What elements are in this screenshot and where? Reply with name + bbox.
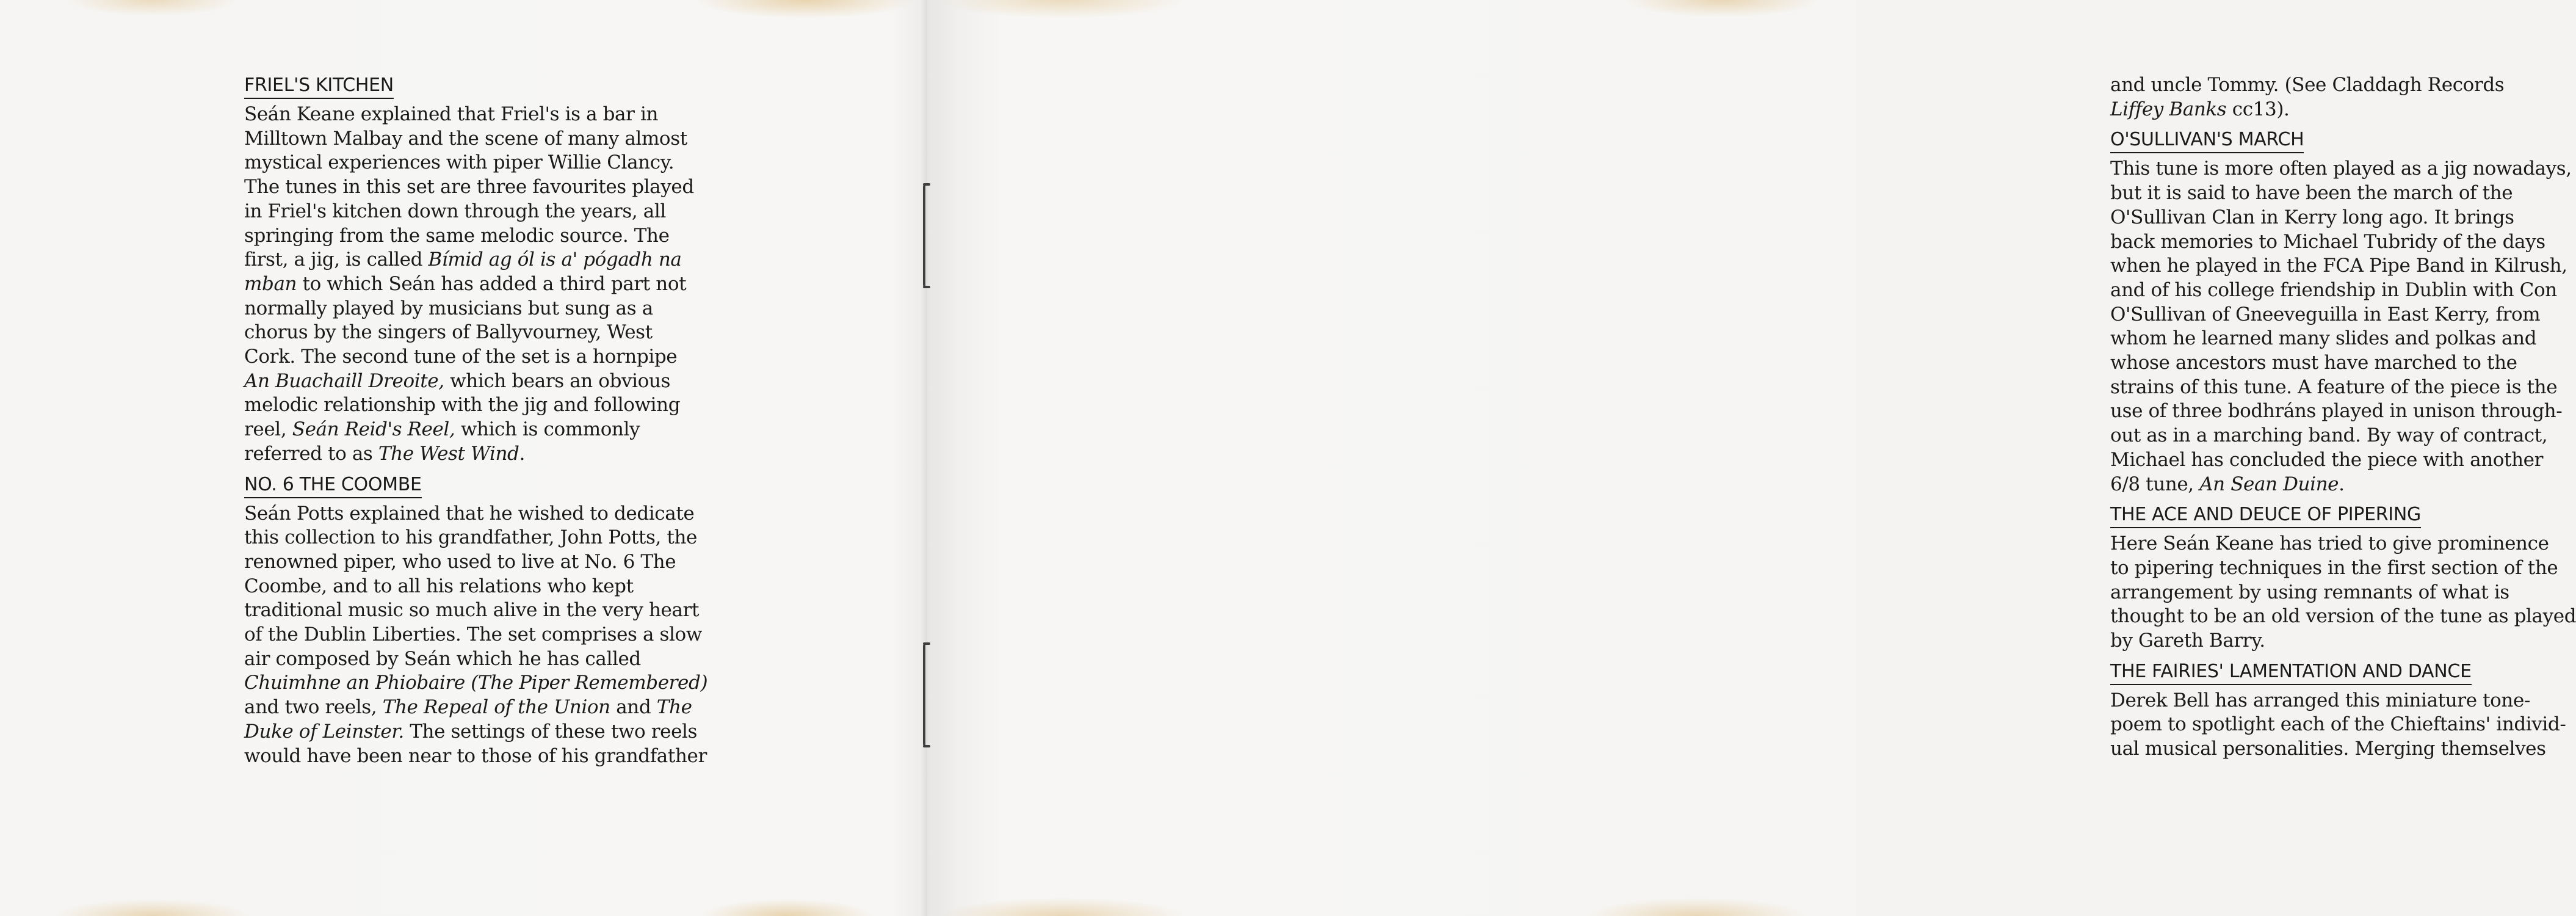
text-segment: Coombe, and to all his relations who kept [244, 575, 634, 597]
text-segment: and of his college friendship in Dublin with Con [2110, 278, 2557, 301]
italic-title: An Buachaill Dreoite, [244, 369, 444, 392]
text-line [244, 418, 708, 442]
text-segment: of the Dublin Liberties. The set comprises a slow [244, 623, 702, 646]
section-continued [2110, 73, 2574, 122]
text-segment: strains of this tune. A feature of the piece is the [2110, 376, 2558, 398]
text-segment: melodic relationship with the jig and following [244, 394, 681, 416]
text-segment: which bears an obvious [444, 369, 670, 392]
text-segment: would have been near to those of his grandfather [244, 744, 707, 767]
text-line [244, 393, 708, 418]
text-segment: whose ancestors must have marched to the [2110, 352, 2517, 374]
text-line [244, 550, 708, 575]
italic-title: mban [244, 272, 297, 295]
section-heading: NO. 6 THE COOMBE [244, 473, 422, 498]
text-line [2110, 157, 2574, 181]
text-segment: in Friel's kitchen down through the years, all [244, 200, 666, 222]
text-line [244, 248, 708, 272]
text-line [244, 175, 708, 200]
text-segment: Seán Potts explained that he wished to dedicate [244, 502, 695, 525]
staple-bottom [923, 642, 932, 747]
text-line [244, 442, 708, 467]
text-segment: Seán Keane explained that Friel's is a bar in [244, 103, 659, 125]
text-line [2110, 73, 2574, 98]
text-line [244, 671, 708, 696]
text-segment: Michael has concluded the piece with another [2110, 448, 2544, 471]
text-segment: and uncle Tommy. (See Claddagh Records [2110, 74, 2505, 96]
text-segment: Here Seán Keane has tried to give prominence [2110, 533, 2549, 555]
text-line [2110, 230, 2574, 255]
italic-title: The Repeal of the Union [382, 696, 610, 719]
left-column [244, 73, 708, 774]
section-friel-s-kitchen [244, 73, 708, 467]
italic-title: Chuimhne an Phiobaire (The Piper Remembered) [244, 672, 708, 694]
text-segment: springing from the same melodic source. The [244, 224, 670, 247]
text-line [2110, 581, 2574, 605]
text-line [2110, 532, 2574, 556]
text-line [244, 103, 708, 127]
italic-title: Liffey Banks [2110, 98, 2227, 120]
text-line [2110, 399, 2574, 424]
text-segment: The settings of these two reels [403, 720, 698, 743]
italic-title: Seán Reid's Reel, [292, 418, 455, 441]
text-line [2110, 473, 2574, 497]
text-line [2110, 351, 2574, 376]
section-the-ace-and-deuce-of-pipering [2110, 503, 2574, 653]
text-line [244, 526, 708, 550]
text-segment: chorus by the singers of Ballyvourney, West [244, 321, 653, 344]
text-segment: traditional music so much alive in the very heart [244, 599, 700, 622]
text-segment: Milltown Malbay and the scene of many almost [244, 127, 687, 150]
text-segment: . [2339, 473, 2345, 495]
section-heading: O'SULLIVAN'S MARCH [2110, 128, 2304, 153]
text-line [244, 575, 708, 599]
text-segment: Derek Bell has arranged this miniature tone- [2110, 689, 2530, 711]
text-segment: to which Seán has added a third part not [297, 272, 687, 295]
text-segment: out as in a marching band. By way of contract, [2110, 424, 2548, 447]
text-segment: and two reels, [244, 696, 383, 719]
text-line [244, 720, 708, 744]
text-segment: this collection to his grandfather, John Potts, the [244, 526, 697, 549]
text-line [244, 623, 708, 647]
section-heading: THE ACE AND DEUCE OF PIPERING [2110, 503, 2421, 528]
text-segment: and [610, 696, 657, 719]
right-page [931, 0, 2576, 916]
text-segment: when he played in the FCA Pipe Band in Kilrush, [2110, 255, 2567, 277]
italic-title: Duke of Leinster. [244, 720, 404, 743]
text-segment: cc13). [2226, 98, 2290, 120]
text-line [244, 127, 708, 151]
text-line [2110, 448, 2574, 473]
text-segment: which is commonly [455, 418, 640, 441]
text-line [244, 272, 708, 297]
text-segment: reel, [244, 418, 292, 441]
italic-title: An Sean Duine [2199, 473, 2339, 495]
italic-title: The West Wind [378, 442, 519, 465]
italic-title: The [656, 696, 692, 719]
text-line [2110, 98, 2574, 122]
text-line [244, 151, 708, 175]
text-segment: arrangement by using remnants of what is [2110, 581, 2509, 603]
text-segment: to pipering techniques in the first section of the [2110, 556, 2558, 579]
section-o-sullivan-s-march [2110, 128, 2574, 496]
text-segment: first, a jig, is called [244, 249, 429, 271]
text-line [244, 345, 708, 369]
text-segment: but it is said to have been the march of the [2110, 182, 2513, 205]
text-line [244, 321, 708, 345]
left-page [0, 0, 922, 916]
section-the-fairies-lamentation-and-dance [2110, 660, 2574, 762]
text-line [2110, 424, 2574, 448]
text-line [244, 598, 708, 623]
text-line [2110, 629, 2574, 653]
text-line [2110, 689, 2574, 713]
text-line [2110, 303, 2574, 327]
text-segment: renowned piper, who used to live at No. 6 The [244, 550, 676, 573]
text-line [2110, 278, 2574, 303]
text-segment: normally played by musicians but sung as a [244, 297, 653, 319]
text-line [244, 200, 708, 224]
text-line [2110, 376, 2574, 400]
text-line [244, 744, 708, 769]
text-segment: air composed by Seán which he has called [244, 647, 641, 670]
text-line [2110, 737, 2574, 762]
text-line [244, 369, 708, 394]
text-segment: use of three bodhráns played in unison through- [2110, 400, 2563, 423]
section-heading: FRIEL'S KITCHEN [244, 73, 394, 99]
text-segment: O'Sullivan Clan in Kerry long ago. It brings [2110, 206, 2514, 228]
text-line [2110, 605, 2574, 629]
text-segment: referred to as [244, 442, 378, 465]
text-segment: by Gareth Barry. [2110, 630, 2265, 652]
text-segment: Cork. The second tune of the set is a hornpipe [244, 346, 678, 368]
text-segment: thought to be an old version of the tune as played [2110, 605, 2576, 628]
text-segment: The tunes in this set are three favourites played [244, 176, 694, 198]
text-segment: back memories to Michael Tubridy of the days [2110, 230, 2545, 253]
text-segment: This tune is more often played as a jig nowadays, [2110, 158, 2572, 180]
staple-top [923, 183, 932, 288]
italic-title: Bímid ag ól is a' pógadh na [428, 249, 682, 271]
text-line [244, 224, 708, 249]
text-line [2110, 206, 2574, 230]
text-line [244, 502, 708, 526]
text-line [2110, 181, 2574, 206]
section-no-6-the-coombe [244, 473, 708, 769]
text-line [244, 696, 708, 720]
text-segment: whom he learned many slides and polkas and [2110, 327, 2537, 350]
text-segment: . [519, 442, 525, 465]
text-line [2110, 556, 2574, 581]
text-line [244, 647, 708, 672]
text-segment: ual musical personalities. Merging themselves [2110, 738, 2546, 760]
text-segment: poem to spotlight each of the Chieftains' individ- [2110, 713, 2566, 736]
text-segment: 6/8 tune, [2110, 473, 2200, 495]
text-line [2110, 254, 2574, 278]
right-column [2110, 73, 2574, 768]
section-heading: THE FAIRIES' LAMENTATION AND DANCE [2110, 660, 2472, 685]
text-segment: O'Sullivan of Gneeveguilla in East Kerry, from [2110, 303, 2541, 325]
text-line [2110, 713, 2574, 737]
text-line [2110, 327, 2574, 351]
text-segment: mystical experiences with piper Willie Clancy. [244, 151, 675, 174]
text-line [244, 297, 708, 321]
